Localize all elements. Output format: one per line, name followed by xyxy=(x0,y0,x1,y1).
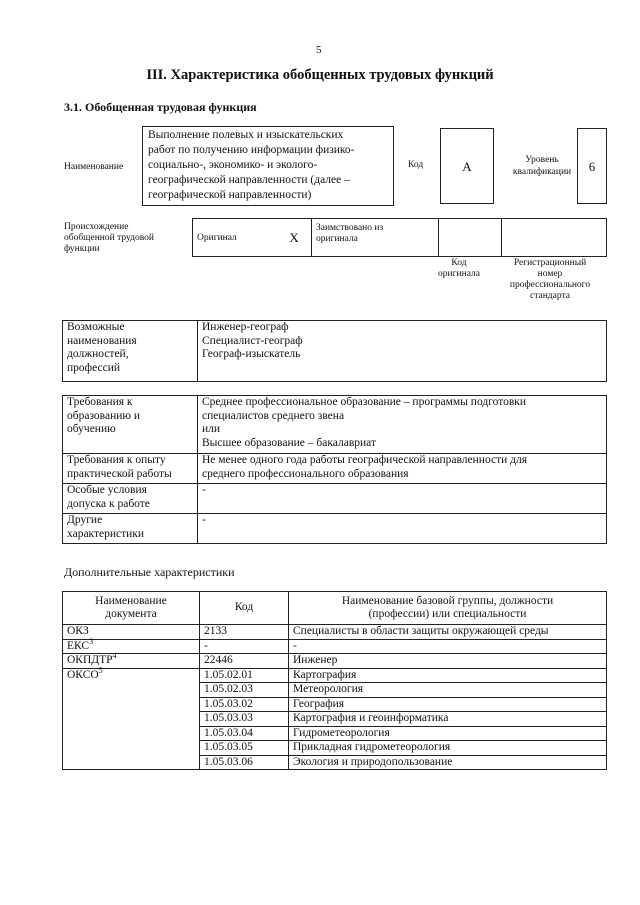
code-cell: 1.05.03.04 xyxy=(200,726,289,741)
footnote-ref: 5 xyxy=(98,665,103,675)
additional-header-row xyxy=(63,592,607,625)
reg-number-cell xyxy=(501,219,606,257)
reg-number-caption-line2: номер xyxy=(537,269,563,279)
positions-label xyxy=(63,321,198,382)
table-row xyxy=(63,654,607,669)
name-cell: География xyxy=(289,697,607,712)
name-cell: Картография и геоинформатика xyxy=(289,712,607,727)
code-cell: - xyxy=(200,639,289,654)
original-label: Оригинал xyxy=(197,232,237,243)
requirement-value-line: специалистов среднего звена xyxy=(202,409,345,422)
borrowed-label-line1: Заимствовано из xyxy=(315,223,384,233)
code-cell: 1.05.03.05 xyxy=(200,741,289,756)
section-title: III. Характеристика обобщенных трудовых функций xyxy=(146,67,494,83)
code-label: Код xyxy=(408,160,424,170)
function-name-line: Выполнение полевых и изыскательских xyxy=(148,129,344,141)
header-name-line: Наименование базовой группы, должности xyxy=(341,594,554,607)
positions-values xyxy=(198,321,607,382)
level-value-box xyxy=(577,128,607,204)
name-cell: - xyxy=(289,639,607,654)
borrowed-cell xyxy=(311,219,438,257)
doc-cell xyxy=(63,625,200,640)
function-name-box xyxy=(142,126,394,206)
table-row xyxy=(63,668,607,683)
requirement-label xyxy=(63,454,198,484)
doc-cell xyxy=(63,636,200,654)
level-label-line1: Уровень xyxy=(525,155,559,165)
requirement-value-line: Высшее образование – бакалавриат xyxy=(202,436,376,449)
code-cell: 1.05.03.03 xyxy=(200,712,289,727)
requirement-value xyxy=(198,454,607,484)
code-cell: 1.05.02.01 xyxy=(200,668,289,683)
doc-name: ОКПДТР xyxy=(67,654,113,666)
reg-number-caption-line1: Регистрационный xyxy=(513,258,587,268)
code-original-cell xyxy=(438,219,501,257)
reg-number-caption-line3: профессионального xyxy=(509,280,591,290)
code-value: А xyxy=(462,159,472,174)
requirement-label-line: Особые условия xyxy=(67,484,147,496)
name-cell: Гидрометеорология xyxy=(289,726,607,741)
requirement-label xyxy=(63,514,198,544)
original-mark: X xyxy=(285,219,311,257)
requirement-value-line: - xyxy=(202,484,206,496)
origin-label-line2: обобщенной трудовой xyxy=(64,233,154,243)
code-cell: 1.05.02.03 xyxy=(200,683,289,698)
requirement-row xyxy=(63,396,607,454)
page-number: 5 xyxy=(316,44,322,56)
requirement-label-line: Требования к xyxy=(67,396,133,408)
doc-name: ЕКС xyxy=(67,639,90,652)
positions-label-line: наименования xyxy=(67,334,137,347)
requirement-label-line: практической работы xyxy=(67,467,172,480)
name-cell: Инженер xyxy=(289,654,607,669)
position-item: Географ-изыскатель xyxy=(202,348,301,360)
requirement-label-line: обучению xyxy=(67,423,116,435)
subsection-title: 3.1. Обобщенная трудовая функция xyxy=(64,100,257,114)
doc-name: ОКСО xyxy=(67,668,99,681)
code-cell: 2133 xyxy=(200,625,289,640)
header-code: Код xyxy=(200,592,289,625)
function-name-line: работ по получению информации физико- xyxy=(148,144,355,156)
footnote-ref: 4 xyxy=(112,651,117,661)
borrowed-label-line2: оригинала xyxy=(315,234,358,244)
header-name-line: (профессии) или специальности xyxy=(368,608,527,620)
name-cell: Экология и природопользование xyxy=(289,755,607,770)
origin-table xyxy=(192,218,607,257)
requirement-label xyxy=(63,484,198,514)
original-cell xyxy=(193,219,286,257)
position-item: Специалист-географ xyxy=(202,334,303,347)
requirement-value xyxy=(198,396,607,454)
requirement-value-line: Среднее профессиональное образование – программы подготовки xyxy=(202,396,527,408)
footnote-ref: 3 xyxy=(89,636,94,646)
code-original-caption-line1: Код xyxy=(451,258,467,268)
positions-label-line: должностей, xyxy=(67,348,129,360)
level-label-line2: квалификации xyxy=(512,167,572,177)
function-name-line: географической направленности (далее – xyxy=(148,174,350,186)
name-cell: Прикладная гидрометеорология xyxy=(289,741,607,756)
requirement-label-line: образованию и xyxy=(67,409,140,422)
table-row xyxy=(63,639,607,654)
requirement-label-line: допуска к работе xyxy=(67,497,150,510)
code-cell: 1.05.03.06 xyxy=(200,755,289,770)
level-value: 6 xyxy=(588,159,596,174)
positions-label-line: профессий xyxy=(67,361,121,374)
reg-number-caption-line4: стандарта xyxy=(530,291,570,301)
requirement-label-line: Требования к опыту xyxy=(67,454,166,466)
code-cell: 1.05.03.02 xyxy=(200,697,289,712)
requirement-row xyxy=(63,454,607,484)
origin-label-line1: Происхождение xyxy=(64,222,129,232)
requirement-row xyxy=(63,514,607,544)
position-item: Инженер-географ xyxy=(202,321,289,333)
table-row xyxy=(63,625,607,640)
requirement-value-line: Не менее одного года работы географической направленности для xyxy=(202,454,528,466)
requirement-value xyxy=(198,514,607,544)
name-cell: Метеорология xyxy=(289,683,607,698)
name-cell: Специалисты в области защиты окружающей среды xyxy=(289,625,607,640)
requirement-label-line: характеристики xyxy=(67,527,145,540)
code-original-caption-line2: оригинала xyxy=(438,269,480,279)
doc-cell xyxy=(63,651,200,669)
name-cell: Картография xyxy=(289,668,607,683)
function-name-line: социально-, экономико- и эколого- xyxy=(148,159,318,171)
header-doc-line: Наименование xyxy=(95,594,167,607)
requirements-table xyxy=(62,395,607,544)
positions-label-line: Возможные xyxy=(67,321,125,333)
additional-title: Дополнительные характеристики xyxy=(64,565,235,579)
doc-name: ОКЗ xyxy=(67,625,89,637)
header-name xyxy=(289,592,607,625)
requirement-value-line: - xyxy=(202,514,206,526)
requirement-label xyxy=(63,396,198,454)
code-value-box xyxy=(440,128,494,204)
name-label: Наименование xyxy=(64,162,124,172)
positions-table xyxy=(62,320,607,382)
doc-cell xyxy=(63,665,200,770)
origin-label-line3: функции xyxy=(64,244,100,254)
requirement-value xyxy=(198,484,607,514)
header-doc-line: документа xyxy=(105,608,157,620)
requirement-value-line: среднего профессионального образования xyxy=(202,467,409,480)
requirement-value-line: или xyxy=(202,423,221,435)
additional-table xyxy=(62,591,607,770)
function-name-line: географической направленности) xyxy=(148,189,312,201)
header-doc xyxy=(63,592,200,625)
requirement-row xyxy=(63,484,607,514)
code-cell: 22446 xyxy=(200,654,289,669)
requirement-label-line: Другие xyxy=(67,514,103,526)
